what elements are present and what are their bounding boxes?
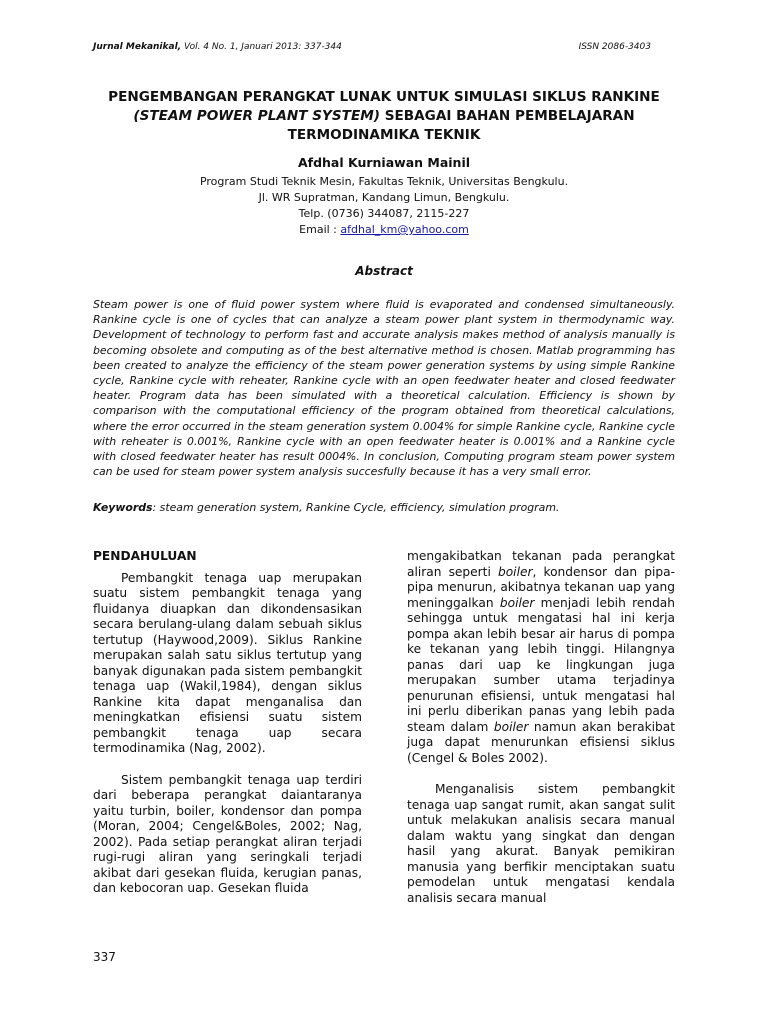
text-run: menjadi lebih rendah sehingga untuk mengatasi hal ini kerja pompa akan lebih besar air harus di pompa ke tekanan yang lebih tinggi. Hilangnya panas dari uap ke lingkungan juga merupakan sumber utama terjadinya penurunan efisiensi, untuk mengatasi hal ini perlu diberikan panas yang lebih pada steam dalam [407, 595, 675, 734]
keywords-text: : steam generation system, Rankine Cycle, efficiency, simulation program. [152, 501, 560, 514]
email-link[interactable]: afdhal_km@yahoo.com [340, 223, 469, 236]
right-column [407, 549, 675, 906]
right-paragraph-2: Menganalisis sistem pembangkit tenaga uap sangat rumit, akan sangat sulit untuk melakukan analisis secara manual dalam waktu yang singkat dan dengan hasil yang akurat. Banyak pemikiran manusia yang berfikir menciptakan suatu pemodelan untuk mengatasi kendala analisis secara manual [407, 782, 675, 905]
page-number: 337 [93, 950, 116, 964]
email-label: Email : [299, 223, 341, 236]
address: Jl. WR Supratman, Kandang Limun, Bengkulu. [258, 191, 510, 204]
section-heading: PENDAHULUAN [93, 549, 197, 563]
email-line [60, 222, 708, 238]
title-line-2-italic: (STEAM POWER PLANT SYSTEM) [133, 108, 380, 124]
right-paragraph-1 [407, 549, 675, 766]
intro-paragraph-2: Sistem pembangkit tenaga uap terdiri dari beberapa perangkat daiantaranya yaitu turbin, boiler, kondensor dan pompa (Moran, 2004; Cengel&Boles, 2002; Nag, 2002). Pada setiap perangkat aliran terjadi rugi-rugi aliran yang seringkali terjadi akibat dari gesekan fluida, kerugian panas, dan kebocoran uap. Gesekan fluida [93, 772, 362, 895]
title-line-1: PENGEMBANGAN PERANGKAT LUNAK UNTUK SIMULASI SIKLUS RANKINE [108, 89, 660, 105]
boiler-term: boiler [499, 595, 535, 610]
keywords [93, 501, 675, 514]
paper-title [60, 88, 708, 145]
title-line-3: TERMODINAMIKA TEKNIK [287, 127, 481, 143]
journal-name: Jurnal Mekanikal, [93, 42, 182, 52]
journal-header [93, 42, 342, 52]
abstract-heading: Abstract [355, 264, 413, 278]
title-line-2 [60, 107, 708, 126]
boiler-term: boiler [493, 719, 529, 734]
text-run: , kondensor dan pipa-pipa menurun, akibatnya tekanan uap yang meninggalkan [407, 564, 675, 610]
author-affiliation-block [60, 174, 708, 238]
author-name: Afdhal Kurniawan Mainil [297, 155, 471, 170]
intro-paragraph-1: Pembangkit tenaga uap merupakan suatu sistem pembangkit tenaga yang fluidanya diuapkan dan dikondensasikan secara berulang-ulang dalam sebuah siklus tertutup (Haywood,2009). Siklus Rankine merupakan salah satu siklus tertutup yang banyak digunakan pada sistem pembangkit tenaga uap (Wakil,1984), dengan siklus Rankine kita dapat menganalisa dan meningkatkan efisiensi suatu sistem pembangkit tenaga uap secara termodinamika (Nag, 2002). [93, 570, 362, 755]
issn-label: ISSN 2086-3403 [578, 42, 651, 52]
boiler-term: boiler [497, 564, 533, 579]
affiliation: Program Studi Teknik Mesin, Fakultas Teknik, Universitas Bengkulu. [199, 175, 569, 188]
title-line-2-rest: SEBAGAI BAHAN PEMBELAJARAN [379, 108, 635, 124]
text-run: namun akan berakibat juga dapat menurunkan efisiensi siklus (Cengel & Boles 2002). [407, 719, 676, 765]
keywords-label: Keywords [93, 501, 153, 514]
left-column [93, 549, 362, 897]
journal-issue: Vol. 4 No. 1, Januari 2013: 337-344 [181, 42, 342, 52]
abstract-text: Steam power is one of fluid power system where fluid is evaporated and condensed simultaneously. Rankine cycle is one of cycles that can analyze a steam power plant system in thermodynamic way. Development of technology to perform fast and accurate analysis makes method of analysis manually is becoming obsolete and computing as of the best alternative method is chosen. Matlab programming has been created to analyze the efficiency of the steam power generation systems by using simple Rankine cycle, Rankine cycle with reheater, Rankine cycle with an open feedwater heater and closed feedwater heater. Program data has been simulated with a theoretical calculation. Efficiency is shown by comparison with the computational efficiency of the program obtained from theoretical calculations, where the error occurred in the steam generation system 0.004% for simple Rankine cycle, Rankine cycle with reheater is 0.001%, Rankine cycle with an open feedwater heater is 0.001% and a Rankine cycle with closed feedwater heater has result 0004%. In conclusion, Computing program steam power system can be used for steam power system analysis succesfully because it has a very small error. [93, 298, 675, 479]
phone: Telp. (0736) 344087, 2115-227 [298, 207, 470, 220]
text-run: mengakibatkan tekanan pada perangkat aliran seperti [407, 549, 675, 579]
